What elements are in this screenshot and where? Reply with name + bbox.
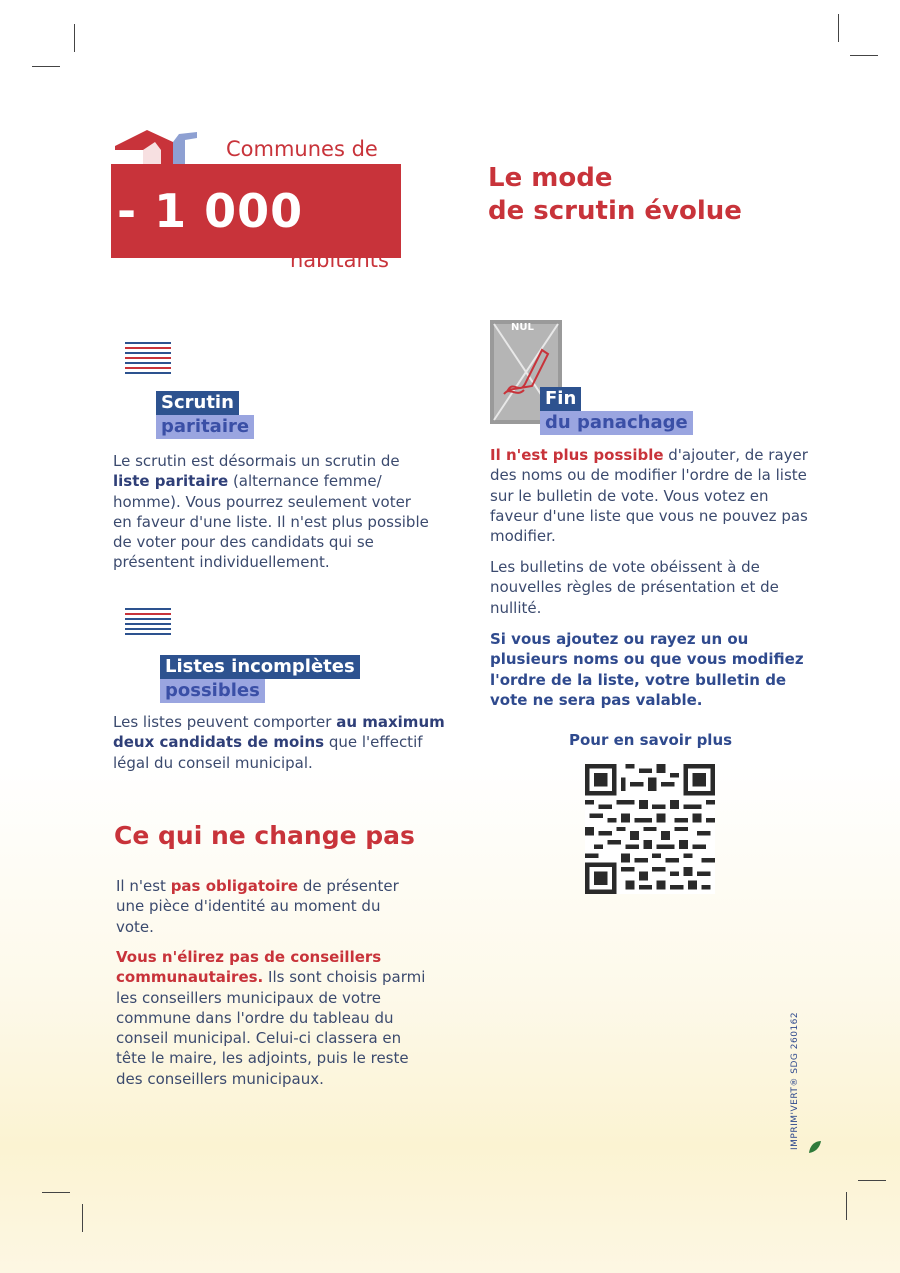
crop-mark	[846, 1192, 847, 1220]
text-bold: pas obligatoire	[170, 877, 299, 895]
crop-mark	[32, 66, 60, 67]
more-info-title: Pour en savoir plus	[569, 731, 733, 749]
tag-line2: possibles	[160, 679, 265, 703]
page-title	[488, 162, 788, 228]
page-title-line2: de scrutin évolue	[488, 196, 742, 226]
page-title-line1: Le mode	[488, 163, 613, 193]
text-part: d'ajouter, de rayer des noms ou de modifier l'ordre de la liste sur le bulletin de vote. Vous votez en faveur d'une liste que vous ne pouvez pas modifier.	[490, 446, 808, 546]
text-part: (alternance femme/ homme). Vous pourrez seulement voter en faveur d'une liste. Il n'est plus possible de voter pour des candidats qui se présentent individuellement.	[113, 472, 429, 572]
unchanged-text-1	[116, 876, 416, 937]
tag-fin-panachage	[540, 387, 693, 435]
crop-mark	[858, 1180, 886, 1181]
crop-mark	[42, 1192, 70, 1193]
list-lines-icon	[125, 342, 171, 377]
text-part: Il n'est	[116, 877, 171, 895]
ballot-nul-label: NUL	[511, 322, 534, 333]
habitants-label: habitants	[290, 248, 389, 272]
tag-line1: Scrutin	[156, 391, 239, 415]
text-bold: Il n'est plus possible	[490, 446, 664, 464]
text-part: Le scrutin est désormais un scrutin de	[113, 452, 400, 470]
leaf-icon	[808, 1140, 822, 1154]
population-number: - 1 000	[117, 184, 304, 238]
text-bold: Vous n'élirez pas de conseillers communautaires.	[116, 948, 382, 987]
crop-mark	[850, 55, 878, 56]
tag-listes-incompletes	[160, 655, 360, 703]
crop-mark	[82, 1204, 83, 1232]
fin-text-1	[490, 445, 810, 546]
tag-line2: paritaire	[156, 415, 254, 439]
crop-mark	[838, 14, 839, 42]
list-lines-icon	[125, 608, 171, 638]
communes-label: Communes de	[226, 137, 378, 161]
qr-code[interactable]	[585, 764, 715, 894]
tag-scrutin-paritaire	[156, 391, 254, 439]
imprint-text: IMPRIM'VERT® SDG 260162	[790, 1011, 800, 1150]
listes-text	[113, 712, 448, 773]
unchanged-text-2	[116, 947, 436, 1089]
crop-mark	[74, 24, 75, 52]
section-title-unchanged: Ce qui ne change pas	[114, 821, 415, 850]
fin-text-2: Les bulletins de vote obéissent à de nouvelles règles de présentation et de nullité.	[490, 558, 779, 617]
text-part: que l'effectif légal du conseil municipal.	[113, 733, 423, 772]
text-part: Ils sont choisis parmi les conseillers municipaux de votre commune dans l'ordre du tableau du conseil municipal. Celui-ci classera en tête le maire, les adjoints, puis le reste des conseillers municipaux.	[116, 968, 426, 1088]
tag-line2: du panachage	[540, 411, 693, 435]
fin-text-3: Si vous ajoutez ou rayez un ou plusieurs noms ou que vous modifiez l'ordre de la liste, votre bulletin de vote ne sera pas valable.	[490, 630, 804, 709]
scrutin-text	[113, 451, 433, 573]
text-bold: au maximum deux candidats de moins	[113, 713, 445, 752]
text-part: de présenter une pièce d'identité au moment du vote.	[116, 877, 399, 936]
tag-line1: Listes incomplètes	[160, 655, 360, 679]
text-part: Les listes peuvent comporter	[113, 713, 337, 731]
text-bold: liste paritaire	[113, 472, 229, 491]
tag-line1: Fin	[540, 387, 581, 411]
